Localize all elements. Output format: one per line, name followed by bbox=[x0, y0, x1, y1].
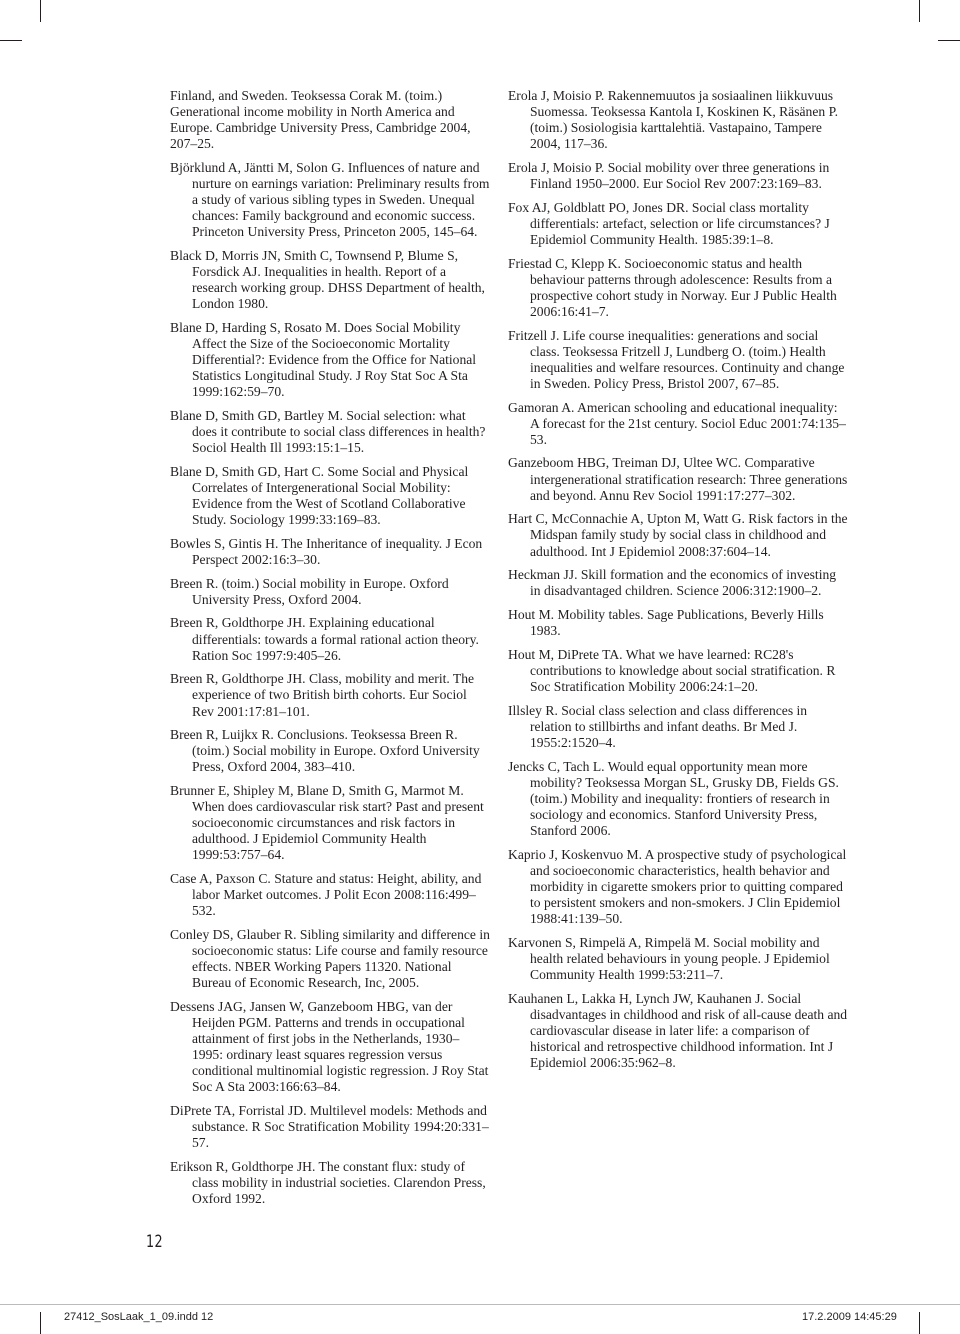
reference-entry: Blane D, Smith GD, Hart C. Some Social and Physical Correlates of Intergenerational Social Mobility: Evidence from the West of Scotland Collaborative Study. Sociology 1999:33:169–83. bbox=[170, 463, 469, 528]
reference-entry: Breen R, Goldthorpe JH. Explaining educational differentials: towards a formal rational action theory. Ration Soc 1997:9:405–26. bbox=[170, 615, 479, 663]
reference-entry: Finland, and Sweden. Teoksessa Corak M. (toim.) Generational income mobility in North America and Europe. Cambridge University Press, Cambridge 2004, 207–25. bbox=[170, 88, 471, 152]
page-number: 12 bbox=[146, 1232, 163, 1252]
reference-entry: Karvonen S, Rimpelä A, Rimpelä M. Social mobility and health related behaviours in young people. J Epidemiol Community Health 1999:53:211–7. bbox=[508, 934, 830, 982]
reference-entry: Friestad C, Klepp K. Socioeconomic status and health behaviour patterns through adolescence: Results from a prospective cohort study in Norway. Eur J Public Health 2006:16:41–7. bbox=[508, 255, 837, 319]
reference-entry: Kauhanen L, Lakka H, Lynch JW, Kauhanen J. Social disadvantages in childhood and risk of all-cause death and cardiovascular disease in later life: a comparison of historical and retrospective childhood information. Int J Epidemiol 2006:35:962–8. bbox=[508, 990, 848, 1070]
reference-entry: Bowles S, Gintis H. The Inheritance of inequality. J Econ Perspect 2002:16:3–30. bbox=[170, 535, 483, 567]
reference-entry: Kaprio J, Koskenvuo M. A prospective study of psychological and socioeconomic characteristics, health behavior and morbidity in cigarette smokers prior to quitting compared to persistent smokers and non-smokers. J Clin Epidemiol 1988:41:139–50. bbox=[508, 846, 847, 926]
references-left-column bbox=[170, 88, 490, 1215]
crop-mark-top-right-h bbox=[938, 40, 960, 41]
crop-mark-top-left bbox=[40, 0, 41, 22]
reference-entry: Gamoran A. American schooling and educational inequality: A forecast for the 21st century. Sociol Educ 2001:74:135–53. bbox=[508, 399, 846, 447]
reference-entry: Jencks C, Tach L. Would equal opportunity mean more mobility? Teoksessa Morgan SL, Grusky DB, Fields GS. (toim.) Mobility and inequality: frontiers of research in sociology and economics. Stanford University Press, Stanford 2006. bbox=[508, 758, 839, 838]
reference-entry: Fritzell J. Life course inequalities: generations and social class. Teoksessa Fritzell J, Lundberg O. (toim.) Health inequalities and welfare resources. Continuity and change in Sweden. Policy Press, Bristol 2007, 67–85. bbox=[508, 327, 845, 391]
reference-entry: Björklund A, Jäntti M, Solon G. Influences of nature and nurture on earnings variation: Preliminary results from a study of various sibling types in Sweden. Unequal chances: Family background and economic success. Princeton University Press, Princeton 2005, 145–64. bbox=[170, 159, 490, 240]
reference-entry: Illsley R. Social class selection and class differences in relation to stillbirths and infant deaths. Br Med J. 1955:2:1520–4. bbox=[508, 702, 808, 750]
crop-mark-top-right bbox=[919, 0, 920, 22]
slug-divider bbox=[0, 1304, 960, 1305]
reference-entry: Erikson R, Goldthorpe JH. The constant flux: study of class mobility in industrial societies. Clarendon Press, Oxford 1992. bbox=[170, 1159, 486, 1207]
slug-filename: 27412_SosLaak_1_09.indd 12 bbox=[64, 1311, 214, 1323]
reference-entry: Breen R, Goldthorpe JH. Class, mobility and merit. The experience of two British birth cohorts. Eur Sociol Rev 2001:17:81–101. bbox=[170, 671, 475, 719]
crop-mark-top-left-h bbox=[0, 40, 22, 41]
reference-entry: Hart C, McConnachie A, Upton M, Watt G. Risk factors in the Midspan family study by social class in childhood and adulthood. Int J Epidemiol 2008:37:604–14. bbox=[508, 511, 848, 559]
reference-entry: Fox AJ, Goldblatt PO, Jones DR. Social class mortality differentials: artefact, selection or life circumstances? J Epidemiol Community Health. 1985:39:1–8. bbox=[508, 199, 830, 247]
reference-entry: Conley DS, Glauber R. Sibling similarity and difference in socioeconomic status: Life course and family resource effects. NBER Working Papers 11320. National Bureau of Economic Research, Inc, 2005. bbox=[170, 927, 490, 991]
reference-entry: Ganzeboom HBG, Treiman DJ, Ultee WC. Comparative intergenerational stratification research: Three generations and beyond. Annu Rev Sociol 1991:17:277–302. bbox=[508, 455, 848, 503]
reference-entry: Erola J, Moisio P. Rakennemuutos ja sosiaalinen liikkuvuus Suomessa. Teoksessa Kantola I, Koskinen K, Räsänen P. (toim.) Sosiologisia karttalehtiä. Vastapaino, Tampere 2004, 117–36. bbox=[508, 88, 839, 152]
reference-entry: Dessens JAG, Jansen W, Ganzeboom HBG, van der Heijden PGM. Patterns and trends in occupational attainment of first jobs in the Netherlands, 1930–1995: ordinary least squares regression versus conditional multinomial logistic regression. J Roy Stat Soc A Sta 2003:166:63–84. bbox=[170, 999, 489, 1095]
reference-entry: Black D, Morris JN, Smith C, Townsend P, Blume S, Forsdick AJ. Inequalities in health. Report of a research working group. DHSS Department of health, London 1980. bbox=[170, 248, 485, 312]
slug-timestamp: 17.2.2009 14:45:29 bbox=[802, 1311, 897, 1323]
crop-mark-bottom-left bbox=[40, 1312, 41, 1334]
reference-entry: Erola J, Moisio P. Social mobility over three generations in Finland 1950–2000. Eur Sociol Rev 2007:23:169–83. bbox=[508, 159, 830, 192]
references-right-column bbox=[508, 88, 848, 1079]
reference-entry: Blane D, Smith GD, Bartley M. Social selection: what does it contribute to social class differences in health? Sociol Health Ill 1993:15:1–15. bbox=[170, 408, 486, 456]
reference-entry: Blane D, Harding S, Rosato M. Does Social Mobility Affect the Size of the Socioeconomic Mortality Differential?: Evidence from the Office for National Statistics Longitudinal Study. J Roy Stat Soc A Sta 1999:162:59–70. bbox=[170, 320, 477, 400]
reference-entry: Hout M. Mobility tables. Sage Publications, Beverly Hills 1983. bbox=[508, 606, 824, 639]
crop-mark-bottom-right bbox=[919, 1312, 920, 1334]
reference-entry: DiPrete TA, Forristal JD. Multilevel models: Methods and substance. R Soc Stratification Mobility 1994:20:331–57. bbox=[170, 1103, 489, 1151]
reference-entry: Case A, Paxson C. Stature and status: Height, ability, and labor Market outcomes. J Polit Econ 2008:116:499–532. bbox=[170, 871, 482, 919]
reference-entry: Brunner E, Shipley M, Blane D, Smith G, Marmot M. When does cardiovascular risk start? Past and present socioeconomic circumstances and risk factors in adulthood. J Epidemiol Community Health 1999:53:757–64. bbox=[170, 783, 484, 863]
reference-entry: Breen R, Luijkx R. Conclusions. Teoksessa Breen R. (toim.) Social mobility in Europe. Oxford University Press, Oxford 2004, 383–410. bbox=[170, 727, 480, 775]
reference-entry: Hout M, DiPrete TA. What we have learned: RC28's contributions to knowledge about social stratification. R Soc Stratification Mobility 2006:24:1–20. bbox=[508, 646, 836, 694]
reference-entry: Heckman JJ. Skill formation and the economics of investing in disadvantaged children. Science 2006:312:1900–2. bbox=[508, 567, 837, 599]
reference-entry: Breen R. (toim.) Social mobility in Europe. Oxford University Press, Oxford 2004. bbox=[170, 575, 449, 607]
